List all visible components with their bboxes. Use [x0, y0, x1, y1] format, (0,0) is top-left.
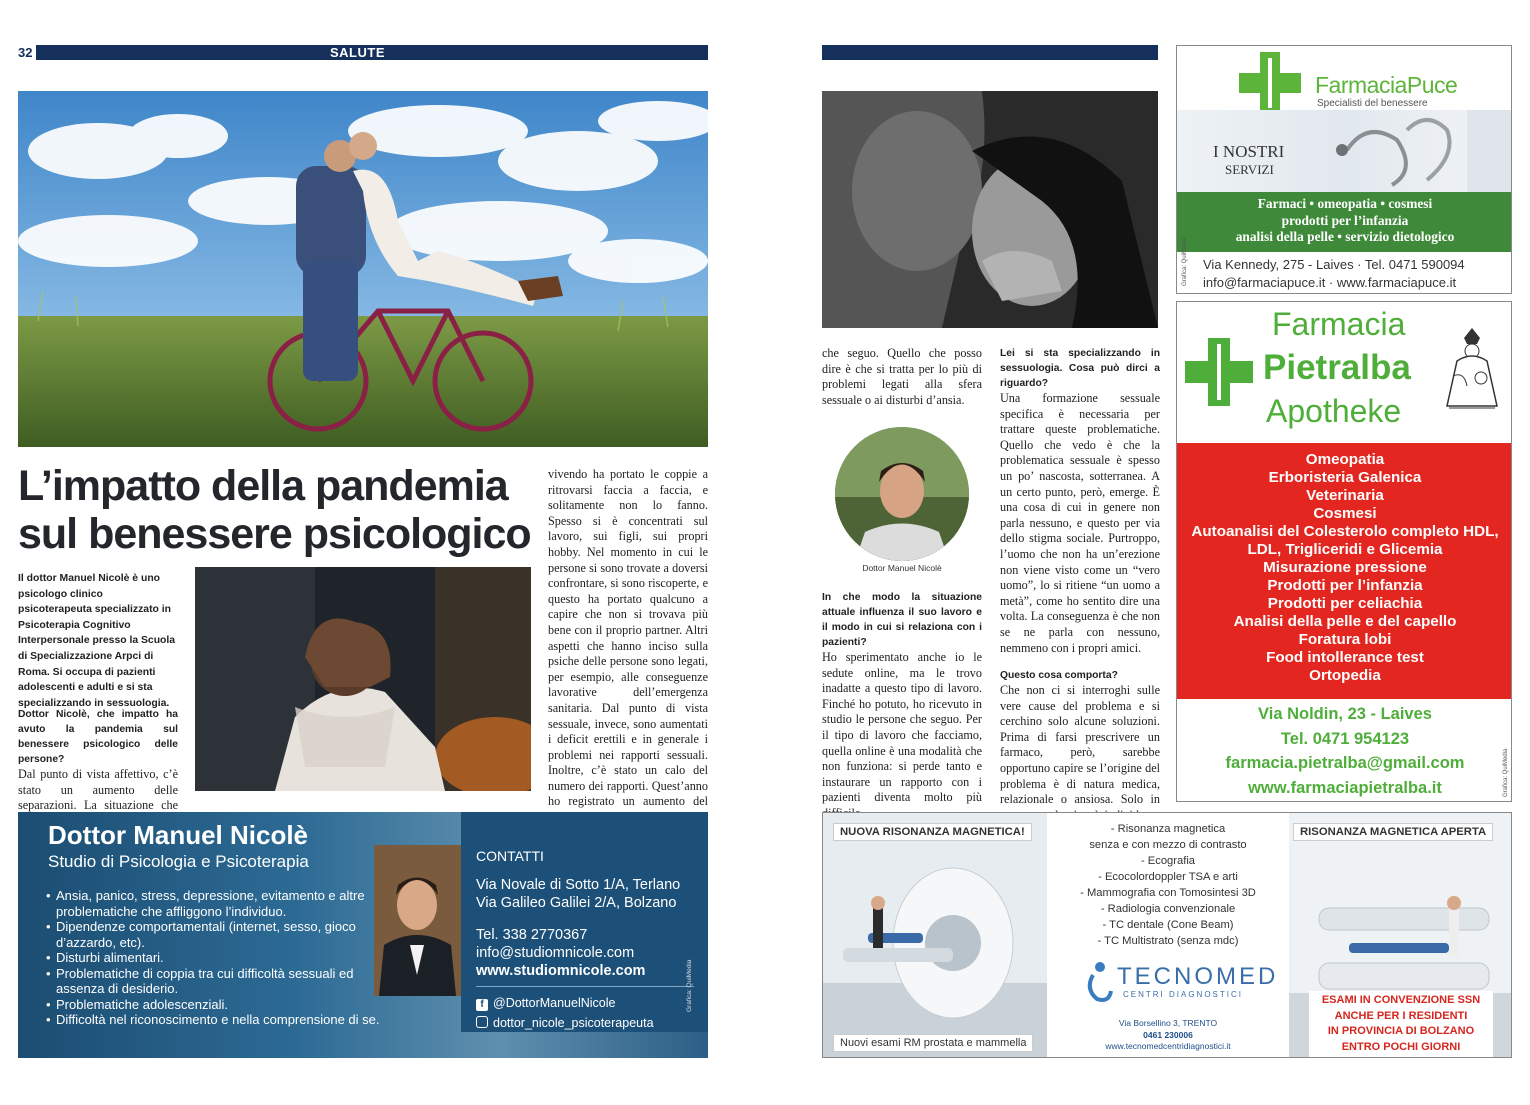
- service-item: Prodotti per celiachia: [1267, 595, 1423, 612]
- website: www.farmaciapietralba.it: [1248, 778, 1442, 797]
- service-item: Prodotti per l’infanzia: [1267, 577, 1423, 594]
- photo-stressed-woman: [195, 567, 531, 791]
- service-item: Ortopedia: [1309, 667, 1381, 684]
- article-headline: L’impatto della pandemia sul benessere psicologico: [18, 462, 531, 558]
- service-item: Omeopatia: [1305, 451, 1385, 468]
- article-column-3-cont: In che modo la situazione attuale influenza il suo lavoro e il modo in cui si relaziona con i pazienti? Ho sperimentato anche io le sedute online, ma le trovo inadatte a questo tipo di lavoro. Finché ho potuto, ho ricevuto in studio le persone che seguo. Per il tipo di lavoro che facciamo, quella online è una modalità che non funziona: si perde tanto e instaurare un rapporto con i pazienti diventa molto più: [822, 592, 982, 805]
- tecnomed-services: [1057, 821, 1279, 949]
- article-column-4: Lei si sta specializzando in sessuologia. Cosa può dirci a riguardo? Una formazione sessuale specifica è necessaria per trattare queste problematiche. Quello che vedo è che la problematica sessuale è spesso un po’ nascosta, sotterranea. A un certo punto, però, emerge. È una cosa di cui in genere non parla nessuno, e questo per via dello stigma sociale. Purtroppo, l’uomo che non ha un’erezione non viene visto come un “vero uomo”, lo si ritiene “un uomo a metà”, come ho sentito dire una volta. La conseguenza è che non se ne parla con nessuno, nemmeno con i propri amici. Questo cosa comporta? Che non ci si interroghi sulle vere cause del problema e si cerchino solo alcune soluzioni. Prima di farsi prescrivere un farmaco, però, sarebbe opportuno capire se l’origine del problema è di natura medica, relazionale o ansiosa. Solo in: [1000, 348, 1160, 807]
- portrait-dottor-nicole: [835, 427, 969, 561]
- section-title: SALUTE: [330, 45, 385, 60]
- green-cross-logo: [1239, 52, 1301, 114]
- service-item: - Ecografia: [1140, 855, 1196, 867]
- portrait-caption: Dottor Manuel Nicolè: [862, 563, 942, 573]
- service-item: Erboristeria Galenica: [1268, 469, 1422, 486]
- service-item: - Ecocolordoppler TSA e arti: [1098, 871, 1238, 883]
- puce-address: Via Kennedy, 275 - Laives · Tel. 0471 590094: [1203, 257, 1465, 272]
- service-item: - Risonanza magnetica: [1110, 823, 1226, 835]
- service-item: - Radiologia convenzionale: [1100, 903, 1236, 915]
- email: info@studiomnicole.com: [476, 945, 635, 961]
- pietralba-l3: Apotheke: [1266, 393, 1402, 429]
- service-item: LDL, Trigliceridi e Glicemia: [1247, 541, 1443, 558]
- instagram-handle: dottor_nicole_psicoterapeuta: [476, 1013, 694, 1033]
- pietralba-l1: Farmacia: [1272, 306, 1406, 342]
- ad-nicole-portrait: [374, 845, 461, 996]
- article-column-2: vivendo ha portato le coppie a ritrovarsi faccia a faccia, e solitamente non lo fanno. Spesso si è concentrati sul lavoro, sui figli, sui propri hobby. Nel momento in cui le persone si sono trovate a doversi confrontare, si sono riscoperte, e questo ha portato qualcuno a capire che non si trovava più bene con il proprio partner. Altri aspetti che hanno inciso sulla psiche delle persone sono legati, per esempio, alle conseguenze lavorative dell’emergenza sanitaria. Dal punto di vista sessuale, invece, sono aumentati i deficit erettili e in generale i problemi nei rapporti sessuali. Inoltre, c’è stato un calo del numero dei rapporti. Quest’anno ho registrato un aumento del: [548, 467, 708, 809]
- ad-farmacia-pietralba: [1176, 301, 1512, 802]
- service-item: Analisi della pelle e del capello: [1233, 613, 1457, 630]
- interview-question: Questo cosa comporta?: [1000, 670, 1118, 682]
- facebook-handle: f @DottorManuelNicole: [476, 993, 694, 1013]
- service-item: Foratura lobi: [1298, 631, 1392, 648]
- puce-web: info@farmaciapuce.it · www.farmaciapuce.it: [1203, 275, 1457, 290]
- website: www.studiomnicole.com: [476, 963, 646, 979]
- address-line: Via Novale di Sotto 1/A, Terlano: [476, 877, 681, 893]
- service-item: - Mammografia con Tomosintesi 3D: [1080, 887, 1256, 899]
- ad-tecnomed: [822, 812, 1512, 1058]
- address-line: Via Noldin, 23 - Laives: [1258, 705, 1432, 723]
- page-number: 32: [18, 45, 36, 60]
- contacts-label: CONTATTI: [476, 848, 544, 864]
- ad-credit: Grafica: QuiMedia: [1182, 237, 1188, 286]
- service-item: Cosmesi: [1313, 505, 1377, 522]
- tecnomed-address: Via Borsellino 3, TRENTO 0461 230006 www.tecnomedcentridiagnostici.it: [1105, 1018, 1231, 1051]
- interview-question: Lei si sta specializzando in sessuologia. Cosa può dirci a riguardo?: [1000, 348, 1160, 389]
- tecnomed-brand: TECNOMED: [1117, 963, 1279, 990]
- puce-brand: FarmaciaPuce: [1315, 72, 1458, 98]
- interview-question: Dottor Nicolè, che impatto ha avuto la pandemia sul benessere psicologico delle persone?: [18, 709, 178, 765]
- pietralba-contacts: [1177, 702, 1512, 800]
- ad-farmacia-puce: [1176, 45, 1512, 294]
- service-item: • Problematiche adolescenziali.: [46, 997, 396, 1013]
- ad-nicole-services: [46, 888, 396, 1028]
- tecnomed-left-caption: Nuovi esami RM prostata e mammella: [833, 1034, 1033, 1052]
- tecnomed-right-caption: ESAMI IN CONVENZIONE SSN ANCHE PER I RESIDENTI IN PROVINCIA DI BOLZANO ENTRO POCHI GIORNI: [1309, 991, 1493, 1057]
- email: farmacia.pietralba@gmail.com: [1225, 754, 1465, 772]
- pietralba-cross-logo: [1185, 338, 1253, 406]
- service-item: • Dipendenze comportamentali (internet, sesso, gioco d’azzardo, etc).: [46, 919, 396, 950]
- ad-nicole-name: Dottor Manuel Nicolè: [48, 820, 309, 850]
- puce-nostri-servizi: I NOSTRI SERVIZI: [1213, 142, 1285, 177]
- article-column-3: che seguo. Quello che posso dire è che si tratta per lo più di problemi legati alla sfera sessuale o ai disturbi d’ansia.: [822, 346, 982, 407]
- service-item: senza e con mezzo di contrasto: [1089, 839, 1247, 851]
- photo-couple-bw: [822, 91, 1158, 328]
- ad-dottor-nicole: [18, 812, 708, 1058]
- service-item: • Problematiche di coppia tra cui difficoltà sessuali ed assenza di desiderio.: [46, 966, 396, 997]
- service-item: • Disturbi alimentari.: [46, 950, 396, 966]
- facebook-icon: f: [476, 999, 488, 1011]
- interview-question: In che modo la situazione attuale influenza il suo lavoro e il modo in cui si relaziona con i pazienti?: [822, 592, 982, 648]
- ad-credit: Grafica: QuiMedia: [686, 959, 693, 1012]
- phone: Tel. 0471 954123: [1280, 729, 1410, 748]
- service-item: - TC dentale (Cone Beam): [1102, 919, 1234, 931]
- address-line: Via Galileo Galilei 2/A, Bolzano: [476, 895, 677, 911]
- right-header-bar: [822, 45, 1158, 60]
- tecnomed-right-title: RISONANZA MAGNETICA APERTA: [1293, 823, 1493, 841]
- service-item: • Ansia, panico, stress, depressione, evitamento e altre problematiche che affliggono l’individuo.: [46, 888, 396, 919]
- hero-photo-couple-bicycle: [18, 91, 708, 447]
- service-item: Autoanalisi del Colesterolo completo HDL,: [1191, 523, 1499, 540]
- madonna-illustration: [1439, 326, 1505, 424]
- service-item: Veterinaria: [1306, 487, 1384, 504]
- service-item: • Difficoltà nel riconoscimento e nella comprensione di se.: [46, 1012, 396, 1028]
- tecnomed-left-title: NUOVA RISONANZA MAGNETICA!: [833, 823, 1032, 841]
- phone: Tel. 338 2770367: [476, 927, 588, 943]
- service-item: Food intollerance test: [1266, 649, 1424, 666]
- puce-services-band: Farmaci • omeopatia • cosmesi prodotti per l’infanzia analisi della pelle • servizio dietologico: [1177, 192, 1512, 252]
- pietralba-l2: Pietralba: [1263, 348, 1411, 387]
- instagram-icon: [476, 1016, 488, 1028]
- service-item: Misurazione pressione: [1263, 559, 1427, 576]
- puce-tagline: Specialisti del benessere: [1317, 98, 1428, 109]
- ad-nicole-subtitle: Studio di Psicologia e Psicoterapia: [48, 852, 309, 871]
- service-item: - TC Multistrato (senza mdc): [1097, 935, 1239, 947]
- article-column-1: Dottor Nicolè, che impatto ha avuto la pandemia sul benessere psicologico delle persone? Dal punto di vista affettivo, c’è stato un aumento delle separazioni. La situazione che: [18, 709, 178, 813]
- ad-nicole-contacts: [461, 812, 708, 1032]
- ad-credit: Grafica: QuiMedia: [1503, 748, 1509, 797]
- pietralba-services: [1177, 443, 1512, 699]
- article-intro: Il dottor Manuel Nicolè è uno psicologo clinico psicoterapeuta specializzato in Psicoterapia Cognitivo Interpersonale presso la Scuola di Specializzazione Arpci di Roma. Si occupa di pazienti adolescenti e adulti e si sta specializzando in sessuologia.: [18, 573, 176, 709]
- tecnomed-left-photo: [823, 813, 1047, 1058]
- tecnomed-brand-sub: CENTRI DIAGNOSTICI: [1123, 990, 1244, 999]
- tecnomed-logo-icon: [1085, 961, 1115, 1003]
